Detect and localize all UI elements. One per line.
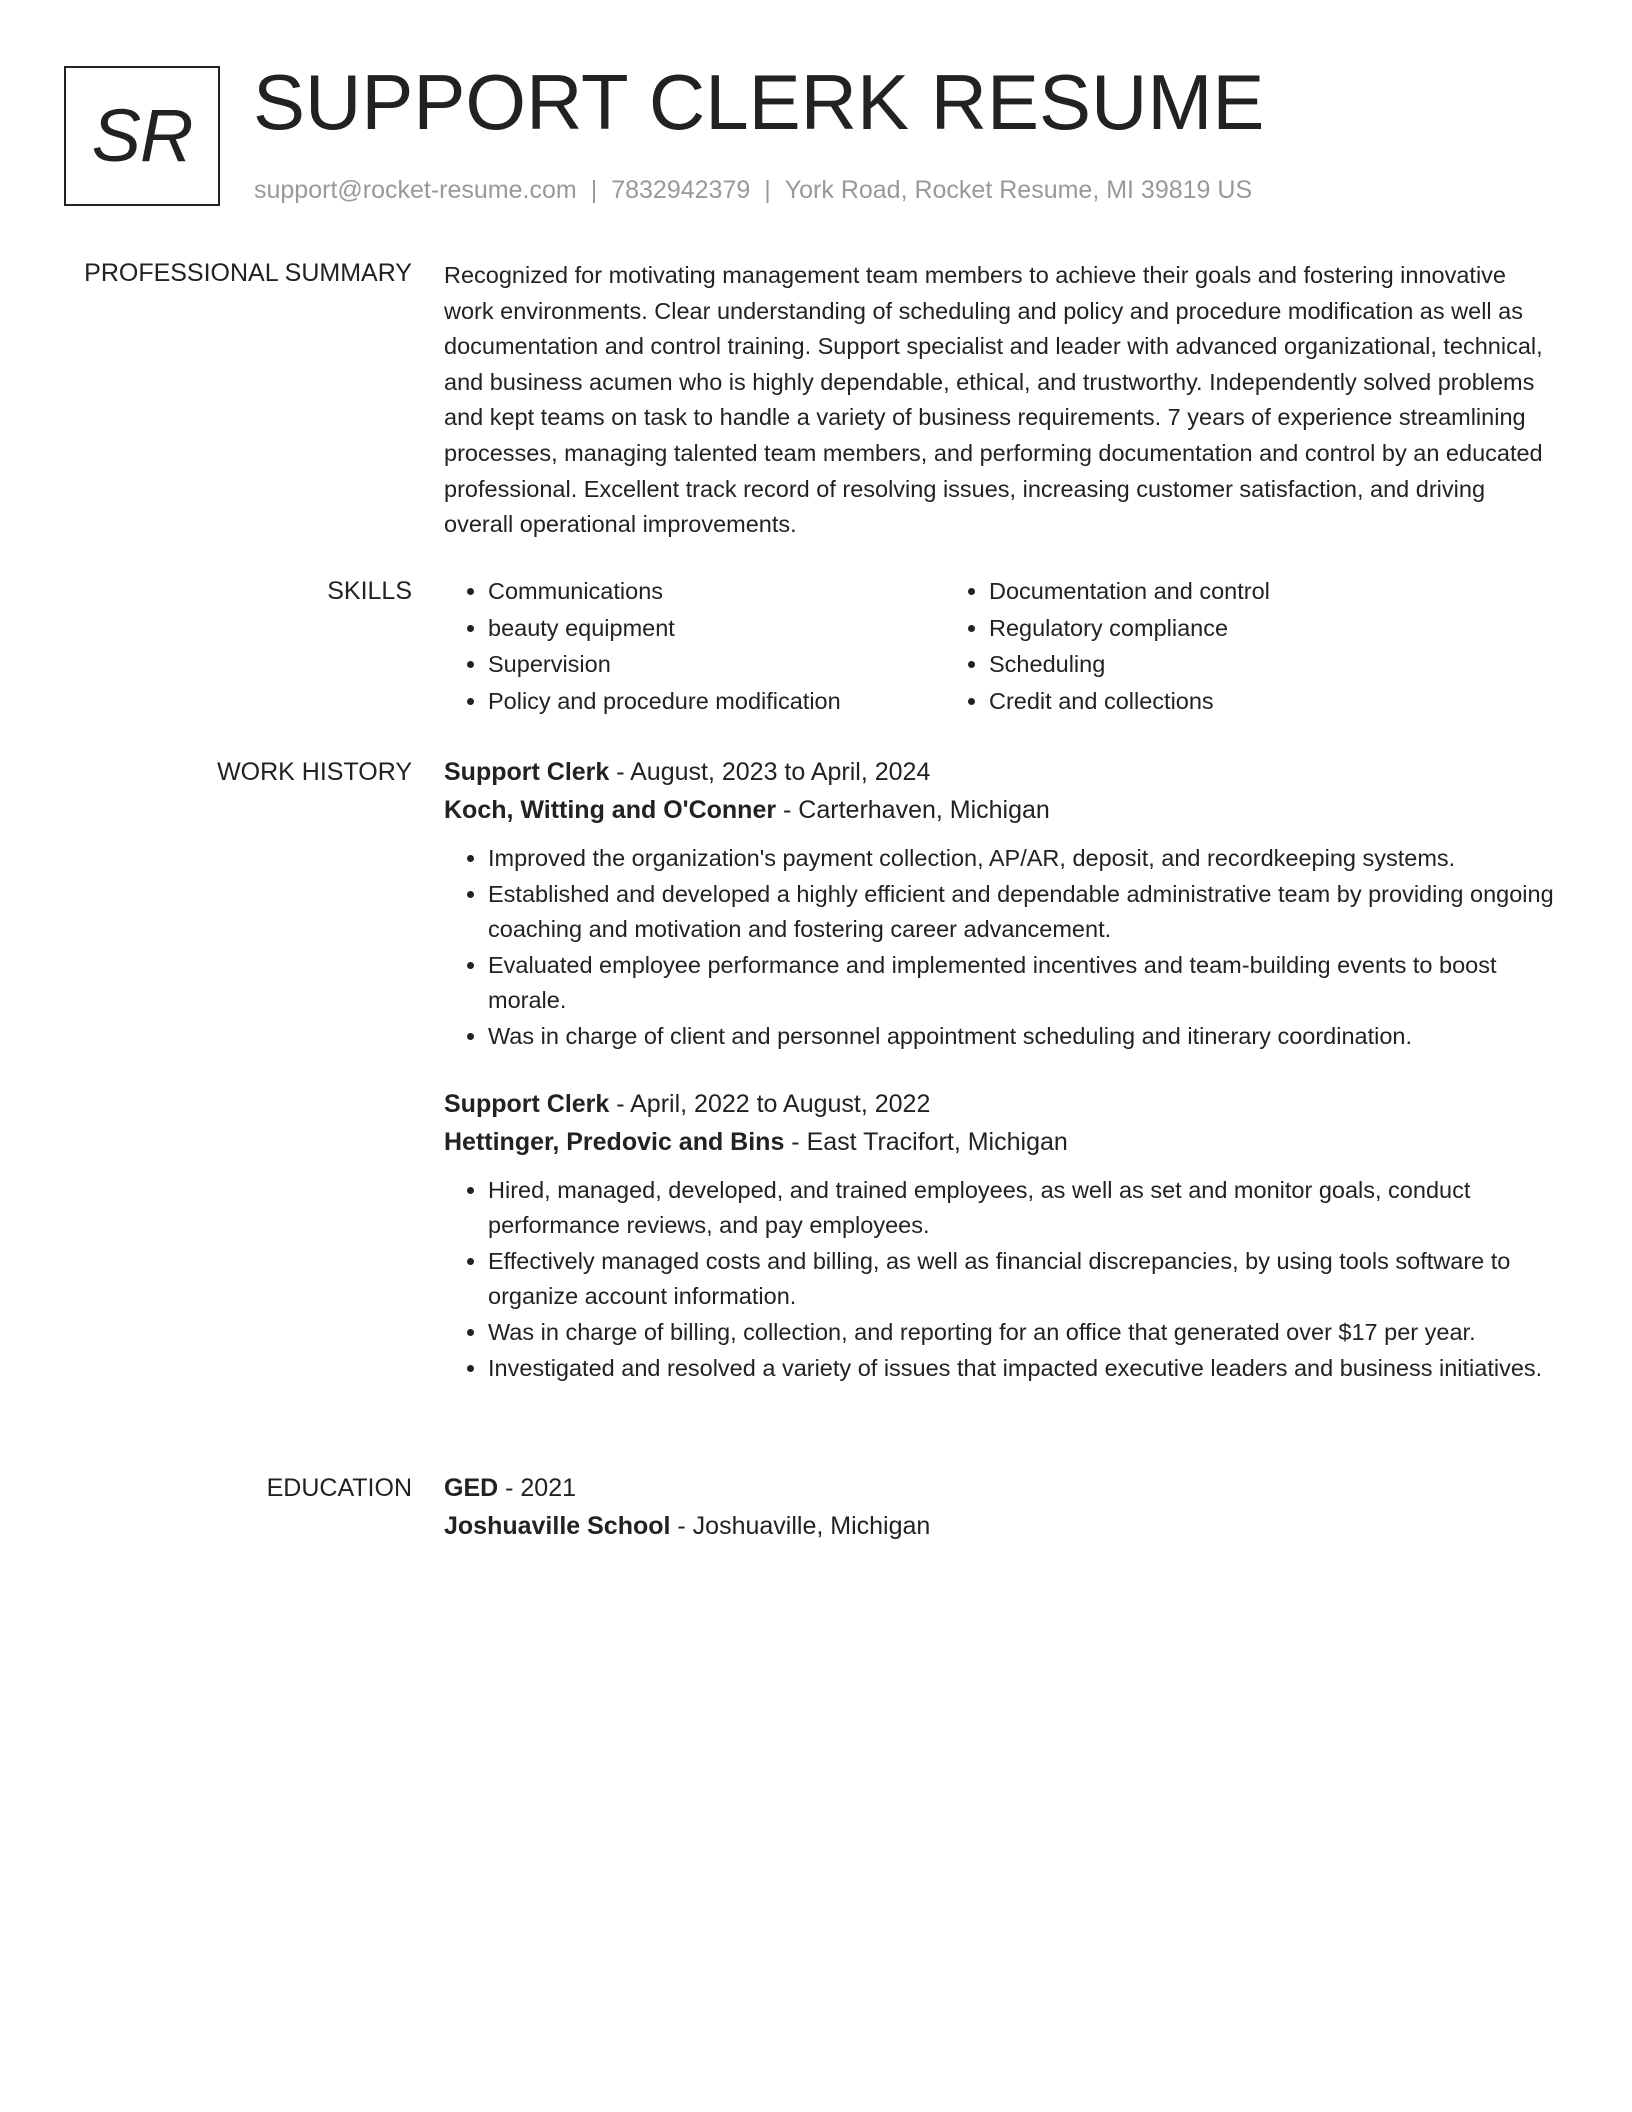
- section-label-skills: SKILLS: [327, 577, 412, 605]
- job-bullet: • Improved the organization's payment collection, AP/AR, deposit, and recordkeeping systems.: [488, 841, 1558, 877]
- job-bullet: • Was in charge of billing, collection, and reporting for an office that generated over $17 per year.: [488, 1315, 1558, 1351]
- education-body: [444, 1469, 1558, 1545]
- skill-item: • Communications: [488, 573, 945, 610]
- job-bullet: • Established and developed a highly efficient and dependable administrative team by providing ongoing coaching and motivation and fostering career advancement.: [488, 877, 1558, 948]
- job-bullet: • Effectively managed costs and billing, as well as financial discrepancies, by using tools software to organize account information.: [488, 1244, 1558, 1315]
- education-degree-line: [444, 1469, 1558, 1507]
- skill-item: • Supervision: [488, 646, 945, 683]
- summary-body: [444, 258, 1558, 543]
- job-company-line: [444, 791, 1558, 829]
- job-entry: [444, 1085, 1558, 1387]
- work-history-body: [444, 753, 1558, 1386]
- education-year: - 2021: [498, 1474, 577, 1502]
- skills-column-2: [945, 573, 1505, 719]
- education-school: Joshuaville School: [444, 1512, 671, 1540]
- job-bullet: • Evaluated employee performance and implemented incentives and team-building events to boost morale.: [488, 948, 1558, 1019]
- job-title: Support Clerk: [444, 1089, 610, 1118]
- job-bullet: • Investigated and resolved a variety of issues that impacted executive leaders and business initiatives.: [488, 1351, 1558, 1387]
- job-title-line: [444, 753, 1558, 791]
- contact-email: support@rocket-resume.com: [254, 176, 577, 204]
- job-dates: - April, 2022 to August, 2022: [609, 1089, 931, 1118]
- skills-grid: [444, 573, 1558, 719]
- monogram-box: [64, 66, 220, 206]
- skills-column-1: [444, 573, 945, 719]
- education-degree: GED: [444, 1474, 499, 1502]
- job-location: - East Tracifort, Michigan: [784, 1127, 1068, 1156]
- education-location: - Joshuaville, Michigan: [670, 1512, 931, 1540]
- skill-item: • Documentation and control: [989, 573, 1505, 610]
- job-bullets: [444, 1173, 1558, 1387]
- section-label-education: EDUCATION: [266, 1474, 412, 1502]
- section-label-summary: PROFESSIONAL SUMMARY: [84, 259, 412, 287]
- contact-address: York Road, Rocket Resume, MI 39819 US: [784, 176, 1253, 204]
- skill-item: • Scheduling: [989, 646, 1505, 683]
- job-location: - Carterhaven, Michigan: [776, 796, 1050, 824]
- job-bullet: • Hired, managed, developed, and trained employees, as well as set and monitor goals, conduct performance reviews, and pay employees.: [488, 1173, 1558, 1244]
- contact-separator: |: [764, 176, 771, 204]
- job-bullets: [444, 841, 1558, 1055]
- contact-phone: 7832942379: [611, 176, 751, 204]
- summary-text: Recognized for motivating management team members to achieve their goals and fostering innovative work environments. Clear understanding of scheduling and policy and procedure modification as well as documentation and control training. Support specialist and leader with advanced organizational, technical, and business acumen who is highly dependable, ethical, and trustworthy. Independently solved problems and kept teams on task to handle a variety of business requirements. 7 years of experience streamlining processes, managing talented team members, and performing documentation and control by an educated professional. Excellent track record of resolving issues, increasing customer satisfaction, and driving overall operational improvements.: [444, 262, 1543, 538]
- job-bullet: • Was in charge of client and personnel appointment scheduling and itinerary coordination.: [488, 1019, 1558, 1055]
- monogram-initials: SR: [91, 94, 193, 177]
- education-school-line: [444, 1507, 1558, 1545]
- skill-item: • Regulatory compliance: [989, 610, 1505, 647]
- contact-line: [254, 173, 1252, 207]
- section-label-work-history: WORK HISTORY: [217, 758, 412, 786]
- job-company: Koch, Witting and O'Conner: [444, 796, 777, 824]
- job-company: Hettinger, Predovic and Bins: [444, 1127, 785, 1156]
- skills-body: [444, 573, 1558, 719]
- contact-separator: |: [590, 176, 598, 204]
- job-entry: [444, 753, 1558, 1055]
- resume-title: SUPPORT CLERK RESUME: [253, 58, 1265, 146]
- job-dates: - August, 2023 to April, 2024: [609, 758, 931, 786]
- skill-item: • Credit and collections: [989, 683, 1505, 720]
- skill-item: • Policy and procedure modification: [488, 683, 945, 720]
- job-title: Support Clerk: [444, 758, 610, 786]
- skill-item: • beauty equipment: [488, 610, 945, 647]
- job-company-line: [444, 1123, 1558, 1161]
- job-title-line: [444, 1085, 1558, 1123]
